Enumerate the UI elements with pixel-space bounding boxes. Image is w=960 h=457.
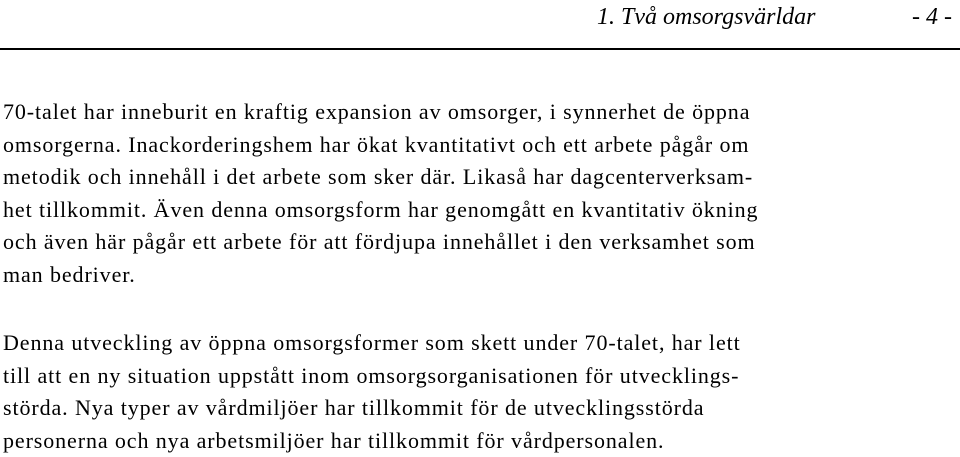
paragraph-2 bbox=[3, 327, 953, 457]
header-divider bbox=[0, 48, 960, 50]
text-line: het tillkommit. Även denna omsorgsform har genomgått en kvantitativ ökning bbox=[3, 196, 759, 222]
text-line: omsorgerna. Inackorderingshem har ökat kvantitativt och ett arbete pågår om bbox=[3, 131, 750, 157]
paragraph-1 bbox=[3, 96, 953, 291]
text-line: Denna utveckling av öppna omsorgsformer som skett under 70-talet, har lett bbox=[3, 330, 741, 355]
text-line: metodik och innehåll i det arbete som sker där. Likaså har dagcenterverksam- bbox=[3, 164, 754, 189]
page-number: - 4 - bbox=[912, 4, 952, 30]
text-line: man bedriver. bbox=[3, 261, 136, 287]
text-line: personerna och nya arbetsmiljöer har tillkommit för vårdpersonalen. bbox=[3, 427, 665, 453]
text-line: störda. Nya typer av vårdmiljöer har tillkommit för de utvecklingsstörda bbox=[3, 395, 705, 420]
text-line: till att en ny situation uppstått inom omsorgsorganisationen för utvecklings- bbox=[3, 362, 740, 388]
chapter-title: 1. Två omsorgsvärldar bbox=[597, 4, 816, 30]
text-line: 70-talet har inneburit en kraftig expansion av omsorger, i synnerhet de öppna bbox=[3, 99, 751, 124]
page-header bbox=[0, 2, 952, 32]
text-line: och även här pågår ett arbete för att fördjupa innehållet i den verksamhet som bbox=[3, 229, 756, 254]
